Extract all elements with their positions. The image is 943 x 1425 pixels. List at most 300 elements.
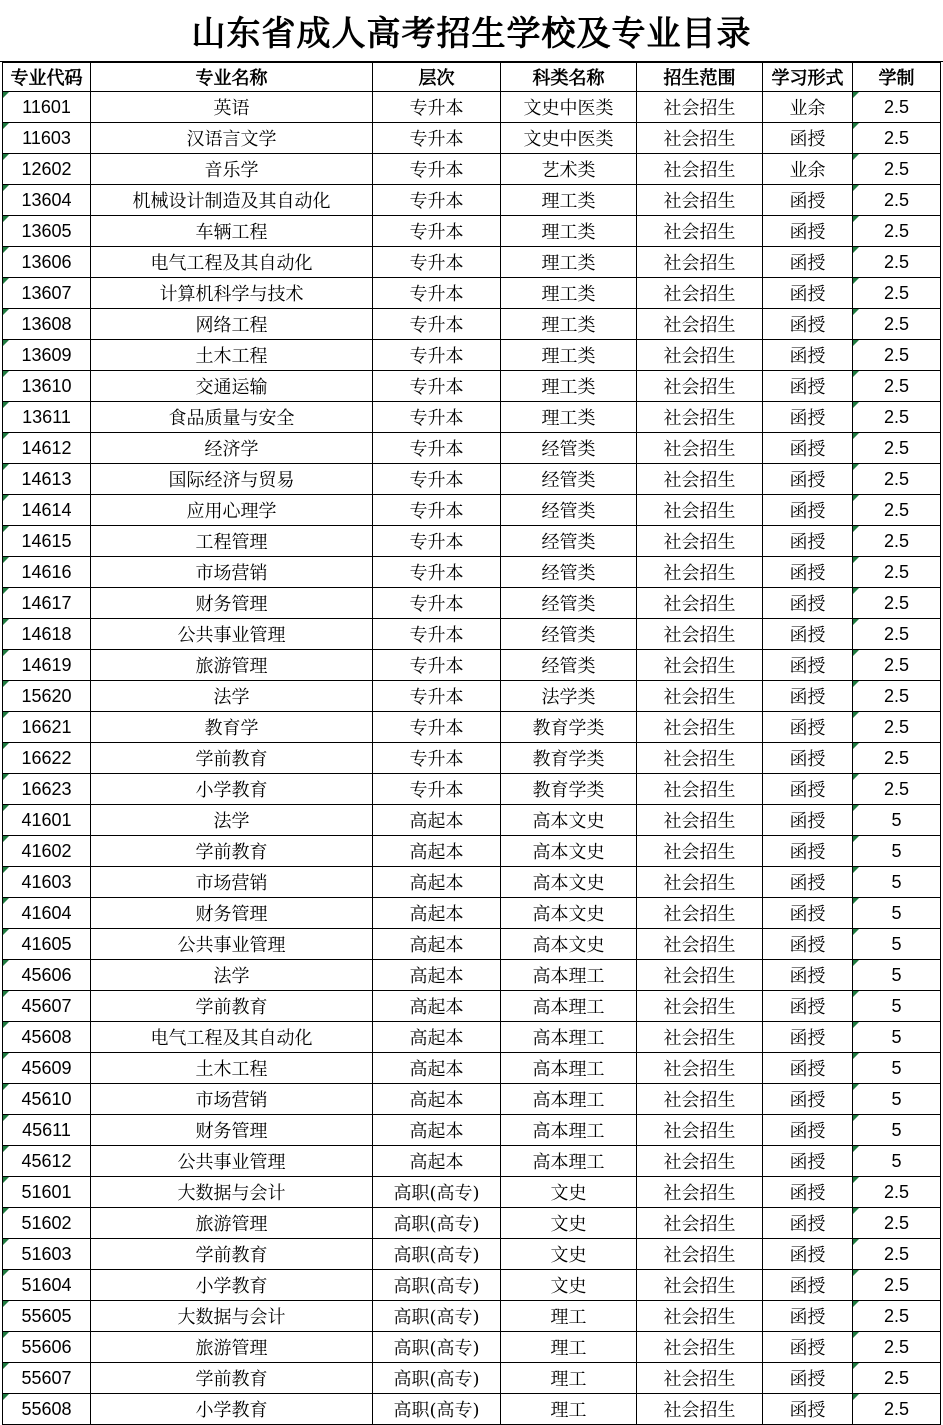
cell-duration[interactable]: 2.5 xyxy=(853,371,941,402)
cell-duration[interactable]: 2.5 xyxy=(853,1394,941,1425)
cell-major-name[interactable]: 机械设计制造及其自动化 xyxy=(91,185,373,216)
cell-major-name[interactable]: 电气工程及其自动化 xyxy=(91,1022,373,1053)
cell-major-code[interactable]: 55607 xyxy=(3,1363,91,1394)
cell-category[interactable]: 艺术类 xyxy=(501,154,637,185)
cell-major-name[interactable]: 汉语言文学 xyxy=(91,123,373,154)
cell-duration[interactable]: 5 xyxy=(853,1053,941,1084)
cell-major-name[interactable]: 国际经济与贸易 xyxy=(91,464,373,495)
cell-level[interactable]: 专升本 xyxy=(373,309,501,340)
cell-enrollment-scope[interactable]: 社会招生 xyxy=(637,1208,763,1239)
cell-category[interactable]: 教育学类 xyxy=(501,774,637,805)
cell-enrollment-scope[interactable]: 社会招生 xyxy=(637,1084,763,1115)
cell-duration[interactable]: 2.5 xyxy=(853,1239,941,1270)
cell-study-mode[interactable]: 函授 xyxy=(763,216,853,247)
cell-category[interactable]: 高本理工 xyxy=(501,1022,637,1053)
cell-major-name[interactable]: 英语 xyxy=(91,92,373,123)
cell-major-name[interactable]: 工程管理 xyxy=(91,526,373,557)
cell-major-name[interactable]: 电气工程及其自动化 xyxy=(91,247,373,278)
cell-enrollment-scope[interactable]: 社会招生 xyxy=(637,247,763,278)
cell-study-mode[interactable]: 函授 xyxy=(763,557,853,588)
header-major-code[interactable]: 专业代码 xyxy=(3,63,91,92)
cell-duration[interactable]: 2.5 xyxy=(853,1208,941,1239)
cell-study-mode[interactable]: 函授 xyxy=(763,123,853,154)
cell-duration[interactable]: 2.5 xyxy=(853,1301,941,1332)
cell-major-name[interactable]: 学前教育 xyxy=(91,1363,373,1394)
cell-category[interactable]: 理工类 xyxy=(501,371,637,402)
header-major-name[interactable]: 专业名称 xyxy=(91,63,373,92)
cell-major-name[interactable]: 音乐学 xyxy=(91,154,373,185)
cell-duration[interactable]: 2.5 xyxy=(853,123,941,154)
cell-enrollment-scope[interactable]: 社会招生 xyxy=(637,92,763,123)
cell-duration[interactable]: 5 xyxy=(853,1146,941,1177)
cell-duration[interactable]: 2.5 xyxy=(853,92,941,123)
cell-level[interactable]: 专升本 xyxy=(373,526,501,557)
cell-duration[interactable]: 5 xyxy=(853,836,941,867)
cell-major-code[interactable]: 15620 xyxy=(3,681,91,712)
cell-category[interactable]: 经管类 xyxy=(501,433,637,464)
cell-study-mode[interactable]: 函授 xyxy=(763,340,853,371)
cell-major-name[interactable]: 法学 xyxy=(91,805,373,836)
cell-level[interactable]: 专升本 xyxy=(373,216,501,247)
cell-major-name[interactable]: 法学 xyxy=(91,681,373,712)
cell-level[interactable]: 专升本 xyxy=(373,495,501,526)
cell-category[interactable]: 理工类 xyxy=(501,340,637,371)
cell-major-code[interactable]: 14619 xyxy=(3,650,91,681)
cell-major-code[interactable]: 45609 xyxy=(3,1053,91,1084)
cell-level[interactable]: 高起本 xyxy=(373,1084,501,1115)
cell-enrollment-scope[interactable]: 社会招生 xyxy=(637,991,763,1022)
cell-major-name[interactable]: 市场营销 xyxy=(91,1084,373,1115)
cell-major-name[interactable]: 车辆工程 xyxy=(91,216,373,247)
cell-duration[interactable]: 2.5 xyxy=(853,743,941,774)
cell-level[interactable]: 高职(高专) xyxy=(373,1177,501,1208)
cell-major-name[interactable]: 土木工程 xyxy=(91,340,373,371)
cell-major-code[interactable]: 41604 xyxy=(3,898,91,929)
cell-category[interactable]: 高本理工 xyxy=(501,1115,637,1146)
cell-enrollment-scope[interactable]: 社会招生 xyxy=(637,650,763,681)
cell-major-code[interactable]: 12602 xyxy=(3,154,91,185)
cell-study-mode[interactable]: 函授 xyxy=(763,1363,853,1394)
cell-enrollment-scope[interactable]: 社会招生 xyxy=(637,1146,763,1177)
cell-major-code[interactable]: 14614 xyxy=(3,495,91,526)
cell-major-code[interactable]: 16623 xyxy=(3,774,91,805)
cell-duration[interactable]: 2.5 xyxy=(853,526,941,557)
cell-category[interactable]: 理工类 xyxy=(501,247,637,278)
cell-enrollment-scope[interactable]: 社会招生 xyxy=(637,712,763,743)
cell-study-mode[interactable]: 业余 xyxy=(763,154,853,185)
cell-duration[interactable]: 2.5 xyxy=(853,433,941,464)
cell-major-code[interactable]: 13610 xyxy=(3,371,91,402)
cell-category[interactable]: 理工类 xyxy=(501,278,637,309)
cell-study-mode[interactable]: 函授 xyxy=(763,1146,853,1177)
cell-major-code[interactable]: 14613 xyxy=(3,464,91,495)
cell-study-mode[interactable]: 函授 xyxy=(763,278,853,309)
cell-major-code[interactable]: 41601 xyxy=(3,805,91,836)
cell-category[interactable]: 高本文史 xyxy=(501,867,637,898)
cell-study-mode[interactable]: 函授 xyxy=(763,1301,853,1332)
cell-major-name[interactable]: 财务管理 xyxy=(91,898,373,929)
cell-enrollment-scope[interactable]: 社会招生 xyxy=(637,526,763,557)
cell-major-name[interactable]: 法学 xyxy=(91,960,373,991)
cell-major-code[interactable]: 14616 xyxy=(3,557,91,588)
cell-category[interactable]: 高本理工 xyxy=(501,1053,637,1084)
cell-duration[interactable]: 2.5 xyxy=(853,216,941,247)
cell-major-name[interactable]: 旅游管理 xyxy=(91,1208,373,1239)
cell-major-name[interactable]: 学前教育 xyxy=(91,836,373,867)
cell-enrollment-scope[interactable]: 社会招生 xyxy=(637,1177,763,1208)
cell-level[interactable]: 高起本 xyxy=(373,1146,501,1177)
header-study-mode[interactable]: 学习形式 xyxy=(763,63,853,92)
cell-duration[interactable]: 2.5 xyxy=(853,340,941,371)
cell-enrollment-scope[interactable]: 社会招生 xyxy=(637,1394,763,1425)
cell-enrollment-scope[interactable]: 社会招生 xyxy=(637,774,763,805)
cell-duration[interactable]: 2.5 xyxy=(853,278,941,309)
cell-duration[interactable]: 2.5 xyxy=(853,185,941,216)
cell-enrollment-scope[interactable]: 社会招生 xyxy=(637,340,763,371)
cell-category[interactable]: 经管类 xyxy=(501,464,637,495)
cell-level[interactable]: 高起本 xyxy=(373,1115,501,1146)
cell-study-mode[interactable]: 函授 xyxy=(763,464,853,495)
cell-enrollment-scope[interactable]: 社会招生 xyxy=(637,1022,763,1053)
cell-major-name[interactable]: 市场营销 xyxy=(91,557,373,588)
cell-category[interactable]: 文史中医类 xyxy=(501,123,637,154)
cell-major-code[interactable]: 11603 xyxy=(3,123,91,154)
cell-enrollment-scope[interactable]: 社会招生 xyxy=(637,1053,763,1084)
cell-duration[interactable]: 2.5 xyxy=(853,650,941,681)
cell-level[interactable]: 专升本 xyxy=(373,278,501,309)
cell-level[interactable]: 专升本 xyxy=(373,712,501,743)
cell-major-code[interactable]: 55605 xyxy=(3,1301,91,1332)
cell-level[interactable]: 专升本 xyxy=(373,433,501,464)
cell-major-code[interactable]: 51601 xyxy=(3,1177,91,1208)
cell-category[interactable]: 高本文史 xyxy=(501,836,637,867)
cell-duration[interactable]: 2.5 xyxy=(853,712,941,743)
cell-enrollment-scope[interactable]: 社会招生 xyxy=(637,464,763,495)
cell-study-mode[interactable]: 业余 xyxy=(763,92,853,123)
cell-level[interactable]: 高起本 xyxy=(373,898,501,929)
cell-study-mode[interactable]: 函授 xyxy=(763,619,853,650)
cell-major-code[interactable]: 16621 xyxy=(3,712,91,743)
cell-level[interactable]: 高起本 xyxy=(373,929,501,960)
cell-major-code[interactable]: 45612 xyxy=(3,1146,91,1177)
cell-study-mode[interactable]: 函授 xyxy=(763,867,853,898)
cell-duration[interactable]: 2.5 xyxy=(853,1270,941,1301)
cell-enrollment-scope[interactable]: 社会招生 xyxy=(637,123,763,154)
cell-study-mode[interactable]: 函授 xyxy=(763,588,853,619)
cell-category[interactable]: 理工 xyxy=(501,1332,637,1363)
cell-duration[interactable]: 5 xyxy=(853,1084,941,1115)
cell-level[interactable]: 高职(高专) xyxy=(373,1208,501,1239)
cell-level[interactable]: 高起本 xyxy=(373,867,501,898)
cell-major-code[interactable]: 51602 xyxy=(3,1208,91,1239)
cell-study-mode[interactable]: 函授 xyxy=(763,991,853,1022)
cell-category[interactable]: 经管类 xyxy=(501,588,637,619)
cell-major-name[interactable]: 财务管理 xyxy=(91,588,373,619)
cell-enrollment-scope[interactable]: 社会招生 xyxy=(637,867,763,898)
cell-level[interactable]: 高起本 xyxy=(373,836,501,867)
cell-category[interactable]: 理工 xyxy=(501,1394,637,1425)
cell-level[interactable]: 专升本 xyxy=(373,619,501,650)
cell-category[interactable]: 经管类 xyxy=(501,495,637,526)
cell-duration[interactable]: 5 xyxy=(853,1022,941,1053)
cell-major-code[interactable]: 16622 xyxy=(3,743,91,774)
cell-category[interactable]: 高本理工 xyxy=(501,1146,637,1177)
cell-level[interactable]: 高职(高专) xyxy=(373,1332,501,1363)
cell-major-code[interactable]: 45608 xyxy=(3,1022,91,1053)
cell-major-name[interactable]: 大数据与会计 xyxy=(91,1177,373,1208)
cell-major-code[interactable]: 14612 xyxy=(3,433,91,464)
cell-enrollment-scope[interactable]: 社会招生 xyxy=(637,1301,763,1332)
cell-category[interactable]: 理工类 xyxy=(501,402,637,433)
cell-major-code[interactable]: 45610 xyxy=(3,1084,91,1115)
cell-level[interactable]: 专升本 xyxy=(373,123,501,154)
cell-duration[interactable]: 2.5 xyxy=(853,1177,941,1208)
cell-duration[interactable]: 2.5 xyxy=(853,588,941,619)
cell-duration[interactable]: 2.5 xyxy=(853,402,941,433)
cell-study-mode[interactable]: 函授 xyxy=(763,1239,853,1270)
cell-level[interactable]: 专升本 xyxy=(373,588,501,619)
cell-category[interactable]: 经管类 xyxy=(501,619,637,650)
cell-level[interactable]: 高起本 xyxy=(373,1022,501,1053)
cell-major-name[interactable]: 网络工程 xyxy=(91,309,373,340)
cell-major-code[interactable]: 13608 xyxy=(3,309,91,340)
cell-level[interactable]: 专升本 xyxy=(373,247,501,278)
cell-level[interactable]: 专升本 xyxy=(373,557,501,588)
cell-study-mode[interactable]: 函授 xyxy=(763,898,853,929)
cell-level[interactable]: 专升本 xyxy=(373,464,501,495)
cell-major-code[interactable]: 55606 xyxy=(3,1332,91,1363)
cell-enrollment-scope[interactable]: 社会招生 xyxy=(637,495,763,526)
cell-major-code[interactable]: 13607 xyxy=(3,278,91,309)
cell-category[interactable]: 高本文史 xyxy=(501,929,637,960)
cell-duration[interactable]: 5 xyxy=(853,929,941,960)
cell-major-code[interactable]: 13606 xyxy=(3,247,91,278)
cell-major-code[interactable]: 41605 xyxy=(3,929,91,960)
cell-duration[interactable]: 2.5 xyxy=(853,247,941,278)
cell-major-name[interactable]: 交通运输 xyxy=(91,371,373,402)
cell-category[interactable]: 高本文史 xyxy=(501,898,637,929)
header-enrollment-scope[interactable]: 招生范围 xyxy=(637,63,763,92)
cell-enrollment-scope[interactable]: 社会招生 xyxy=(637,402,763,433)
cell-duration[interactable]: 2.5 xyxy=(853,464,941,495)
cell-major-name[interactable]: 应用心理学 xyxy=(91,495,373,526)
cell-major-code[interactable]: 51604 xyxy=(3,1270,91,1301)
cell-enrollment-scope[interactable]: 社会招生 xyxy=(637,216,763,247)
cell-major-name[interactable]: 计算机科学与技术 xyxy=(91,278,373,309)
cell-level[interactable]: 高起本 xyxy=(373,1053,501,1084)
cell-study-mode[interactable]: 函授 xyxy=(763,960,853,991)
cell-major-code[interactable]: 14615 xyxy=(3,526,91,557)
cell-level[interactable]: 高起本 xyxy=(373,805,501,836)
cell-major-name[interactable]: 公共事业管理 xyxy=(91,929,373,960)
cell-level[interactable]: 专升本 xyxy=(373,185,501,216)
cell-major-code[interactable]: 55608 xyxy=(3,1394,91,1425)
cell-study-mode[interactable]: 函授 xyxy=(763,495,853,526)
cell-duration[interactable]: 2.5 xyxy=(853,619,941,650)
cell-study-mode[interactable]: 函授 xyxy=(763,1053,853,1084)
cell-major-code[interactable]: 13605 xyxy=(3,216,91,247)
cell-major-name[interactable]: 公共事业管理 xyxy=(91,619,373,650)
cell-duration[interactable]: 2.5 xyxy=(853,1363,941,1394)
cell-major-code[interactable]: 51603 xyxy=(3,1239,91,1270)
cell-category[interactable]: 文史 xyxy=(501,1239,637,1270)
cell-study-mode[interactable]: 函授 xyxy=(763,247,853,278)
cell-category[interactable]: 理工 xyxy=(501,1363,637,1394)
cell-enrollment-scope[interactable]: 社会招生 xyxy=(637,1115,763,1146)
cell-enrollment-scope[interactable]: 社会招生 xyxy=(637,619,763,650)
cell-study-mode[interactable]: 函授 xyxy=(763,805,853,836)
cell-study-mode[interactable]: 函授 xyxy=(763,1022,853,1053)
cell-major-name[interactable]: 旅游管理 xyxy=(91,650,373,681)
cell-duration[interactable]: 2.5 xyxy=(853,154,941,185)
cell-enrollment-scope[interactable]: 社会招生 xyxy=(637,836,763,867)
cell-level[interactable]: 专升本 xyxy=(373,774,501,805)
cell-category[interactable]: 经管类 xyxy=(501,650,637,681)
cell-enrollment-scope[interactable]: 社会招生 xyxy=(637,1363,763,1394)
cell-major-code[interactable]: 14617 xyxy=(3,588,91,619)
cell-category[interactable]: 高本理工 xyxy=(501,1084,637,1115)
cell-duration[interactable]: 2.5 xyxy=(853,309,941,340)
cell-enrollment-scope[interactable]: 社会招生 xyxy=(637,1332,763,1363)
cell-duration[interactable]: 5 xyxy=(853,1115,941,1146)
cell-enrollment-scope[interactable]: 社会招生 xyxy=(637,557,763,588)
cell-enrollment-scope[interactable]: 社会招生 xyxy=(637,1239,763,1270)
cell-study-mode[interactable]: 函授 xyxy=(763,1394,853,1425)
cell-category[interactable]: 理工类 xyxy=(501,309,637,340)
cell-level[interactable]: 专升本 xyxy=(373,681,501,712)
cell-study-mode[interactable]: 函授 xyxy=(763,1084,853,1115)
cell-category[interactable]: 高本理工 xyxy=(501,960,637,991)
cell-enrollment-scope[interactable]: 社会招生 xyxy=(637,278,763,309)
cell-major-name[interactable]: 旅游管理 xyxy=(91,1332,373,1363)
cell-category[interactable]: 经管类 xyxy=(501,526,637,557)
header-duration[interactable]: 学制 xyxy=(853,63,941,92)
cell-duration[interactable]: 5 xyxy=(853,960,941,991)
cell-study-mode[interactable]: 函授 xyxy=(763,836,853,867)
cell-major-code[interactable]: 14618 xyxy=(3,619,91,650)
cell-category[interactable]: 高本理工 xyxy=(501,991,637,1022)
cell-category[interactable]: 文史 xyxy=(501,1177,637,1208)
cell-enrollment-scope[interactable]: 社会招生 xyxy=(637,743,763,774)
cell-enrollment-scope[interactable]: 社会招生 xyxy=(637,185,763,216)
cell-study-mode[interactable]: 函授 xyxy=(763,1208,853,1239)
cell-enrollment-scope[interactable]: 社会招生 xyxy=(637,154,763,185)
cell-study-mode[interactable]: 函授 xyxy=(763,681,853,712)
cell-duration[interactable]: 2.5 xyxy=(853,774,941,805)
cell-category[interactable]: 高本文史 xyxy=(501,805,637,836)
header-level[interactable]: 层次 xyxy=(373,63,501,92)
cell-duration[interactable]: 2.5 xyxy=(853,1332,941,1363)
cell-study-mode[interactable]: 函授 xyxy=(763,1177,853,1208)
cell-enrollment-scope[interactable]: 社会招生 xyxy=(637,309,763,340)
cell-major-code[interactable]: 11601 xyxy=(3,92,91,123)
cell-category[interactable]: 教育学类 xyxy=(501,743,637,774)
cell-level[interactable]: 专升本 xyxy=(373,402,501,433)
cell-major-code[interactable]: 41602 xyxy=(3,836,91,867)
cell-major-name[interactable]: 大数据与会计 xyxy=(91,1301,373,1332)
cell-major-code[interactable]: 45606 xyxy=(3,960,91,991)
cell-level[interactable]: 专升本 xyxy=(373,743,501,774)
cell-enrollment-scope[interactable]: 社会招生 xyxy=(637,371,763,402)
cell-level[interactable]: 专升本 xyxy=(373,650,501,681)
cell-level[interactable]: 高起本 xyxy=(373,991,501,1022)
cell-category[interactable]: 文史 xyxy=(501,1208,637,1239)
cell-study-mode[interactable]: 函授 xyxy=(763,371,853,402)
cell-major-name[interactable]: 小学教育 xyxy=(91,774,373,805)
cell-major-name[interactable]: 食品质量与安全 xyxy=(91,402,373,433)
cell-category[interactable]: 理工类 xyxy=(501,216,637,247)
cell-category[interactable]: 理工类 xyxy=(501,185,637,216)
cell-duration[interactable]: 2.5 xyxy=(853,495,941,526)
cell-study-mode[interactable]: 函授 xyxy=(763,650,853,681)
cell-level[interactable]: 专升本 xyxy=(373,154,501,185)
cell-duration[interactable]: 5 xyxy=(853,805,941,836)
cell-major-name[interactable]: 市场营销 xyxy=(91,867,373,898)
cell-enrollment-scope[interactable]: 社会招生 xyxy=(637,960,763,991)
cell-level[interactable]: 高职(高专) xyxy=(373,1239,501,1270)
cell-duration[interactable]: 2.5 xyxy=(853,557,941,588)
cell-major-name[interactable]: 教育学 xyxy=(91,712,373,743)
cell-category[interactable]: 教育学类 xyxy=(501,712,637,743)
cell-major-name[interactable]: 小学教育 xyxy=(91,1394,373,1425)
cell-study-mode[interactable]: 函授 xyxy=(763,929,853,960)
cell-enrollment-scope[interactable]: 社会招生 xyxy=(637,929,763,960)
cell-enrollment-scope[interactable]: 社会招生 xyxy=(637,898,763,929)
cell-major-name[interactable]: 经济学 xyxy=(91,433,373,464)
cell-study-mode[interactable]: 函授 xyxy=(763,433,853,464)
cell-major-name[interactable]: 财务管理 xyxy=(91,1115,373,1146)
cell-duration[interactable]: 2.5 xyxy=(853,681,941,712)
cell-level[interactable]: 专升本 xyxy=(373,371,501,402)
cell-major-code[interactable]: 13604 xyxy=(3,185,91,216)
cell-duration[interactable]: 5 xyxy=(853,867,941,898)
cell-major-name[interactable]: 土木工程 xyxy=(91,1053,373,1084)
cell-category[interactable]: 理工 xyxy=(501,1301,637,1332)
cell-enrollment-scope[interactable]: 社会招生 xyxy=(637,433,763,464)
cell-category[interactable]: 文史中医类 xyxy=(501,92,637,123)
cell-major-name[interactable]: 小学教育 xyxy=(91,1270,373,1301)
cell-study-mode[interactable]: 函授 xyxy=(763,1270,853,1301)
cell-level[interactable]: 高职(高专) xyxy=(373,1394,501,1425)
cell-study-mode[interactable]: 函授 xyxy=(763,309,853,340)
cell-level[interactable]: 高职(高专) xyxy=(373,1301,501,1332)
header-category[interactable]: 科类名称 xyxy=(501,63,637,92)
cell-category[interactable]: 文史 xyxy=(501,1270,637,1301)
cell-level[interactable]: 高起本 xyxy=(373,960,501,991)
cell-study-mode[interactable]: 函授 xyxy=(763,743,853,774)
cell-enrollment-scope[interactable]: 社会招生 xyxy=(637,1270,763,1301)
cell-study-mode[interactable]: 函授 xyxy=(763,712,853,743)
cell-major-code[interactable]: 45611 xyxy=(3,1115,91,1146)
cell-level[interactable]: 专升本 xyxy=(373,340,501,371)
cell-major-name[interactable]: 公共事业管理 xyxy=(91,1146,373,1177)
cell-study-mode[interactable]: 函授 xyxy=(763,402,853,433)
cell-enrollment-scope[interactable]: 社会招生 xyxy=(637,805,763,836)
cell-category[interactable]: 法学类 xyxy=(501,681,637,712)
cell-study-mode[interactable]: 函授 xyxy=(763,526,853,557)
cell-study-mode[interactable]: 函授 xyxy=(763,774,853,805)
cell-major-code[interactable]: 41603 xyxy=(3,867,91,898)
cell-level[interactable]: 专升本 xyxy=(373,92,501,123)
cell-category[interactable]: 经管类 xyxy=(501,557,637,588)
cell-duration[interactable]: 5 xyxy=(853,991,941,1022)
cell-major-code[interactable]: 13611 xyxy=(3,402,91,433)
cell-major-name[interactable]: 学前教育 xyxy=(91,991,373,1022)
cell-study-mode[interactable]: 函授 xyxy=(763,185,853,216)
cell-level[interactable]: 高职(高专) xyxy=(373,1363,501,1394)
cell-enrollment-scope[interactable]: 社会招生 xyxy=(637,681,763,712)
cell-major-name[interactable]: 学前教育 xyxy=(91,1239,373,1270)
